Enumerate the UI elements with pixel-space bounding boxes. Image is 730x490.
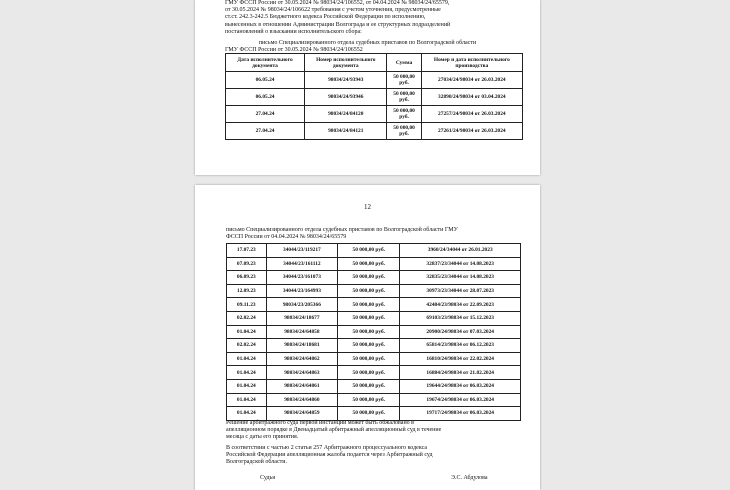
table-cell: 98034/23/205366 — [266, 298, 337, 312]
intro-text: ГМУ ФССП России от 30.05.2024 № 98034/24/106552, от 04.04.2024 № 98034/24/65579, от 30.05.2024 № 98034/24/106622 требования с учетом уточнения, предусмотренные ст.ст. 242.3-242.5 Бюджетного кодекса Российской Федерации по исполнению, вынесенных в отношении Администрации Волгограда и ее структурных подразделений постановлений о взыскании исполнительского сбора: — [225, 0, 451, 35]
column-header: Номер и дата исполнительного производства — [421, 54, 522, 72]
table-cell: 50 000,00 руб. — [338, 271, 400, 285]
table-cell: 32837/23/34044 от 14.08.2023 — [400, 257, 521, 271]
table-cell: 19674/24/98034 от 06.03.2024 — [400, 393, 521, 407]
table-cell: 3960/24/34044 от 26.01.2023 — [400, 244, 521, 258]
table-cell: 50 000,00 руб. — [338, 311, 400, 325]
table-cell: 98034/24/93946 — [305, 89, 387, 106]
page-number: 12 — [364, 203, 371, 211]
letter-reference-line: письмо Специализированного отдела судебных приставов по Волгоградской области — [258, 40, 477, 46]
table-cell: 01.04.24 — [227, 379, 267, 393]
table-row — [227, 379, 521, 393]
table-cell: 34044/23/161112 — [266, 257, 337, 271]
table-cell: 50 000,00 руб. — [338, 298, 400, 312]
table-row — [227, 244, 521, 258]
table-cell: 50 000,00 руб. — [387, 89, 421, 106]
column-header: Номер исполнительного документа — [305, 54, 387, 72]
table-cell: 07.09.23 — [227, 257, 267, 271]
table-row — [226, 123, 523, 140]
table-row — [227, 257, 521, 271]
table-cell: 34044/23/164993 — [266, 284, 337, 298]
table-cell: 34044/23/161073 — [266, 271, 337, 285]
table-cell: 50 000,00 руб. — [338, 257, 400, 271]
table-cell: 06.09.23 — [227, 271, 267, 285]
table-row — [227, 298, 521, 312]
table-cell: 50 000,00 руб. — [338, 379, 400, 393]
table-cell: 16884/24/98034 от 21.02.2024 — [400, 366, 521, 380]
table-cell: 02.02.24 — [227, 339, 267, 353]
table-row — [226, 89, 523, 106]
table-cell: 16810/24/98034 от 22.02.2024 — [400, 352, 521, 366]
letter-reference-line: ГМУ ФССП России от 30.05.2024 № 98034/24/106552 — [225, 46, 363, 53]
table-cell: 50 000,00 руб. — [387, 106, 421, 123]
table-cell: 98034/24/64858 — [266, 325, 337, 339]
table-cell: 01.04.24 — [227, 325, 267, 339]
table-cell: 98034/24/64861 — [266, 379, 337, 393]
table-cell: 50 000,00 руб. — [338, 339, 400, 353]
table-cell: 20900/24/98034 от 07.03.2024 — [400, 325, 521, 339]
table-row — [226, 72, 523, 89]
table-cell: 50 000,00 руб. — [387, 72, 421, 89]
table-row — [226, 106, 523, 123]
table-cell: 01.04.24 — [227, 407, 267, 421]
table-row — [227, 325, 521, 339]
table-cell: 02.02.24 — [227, 311, 267, 325]
appeal-paragraph: В соответствии с частью 2 статьи 257 Арбитражного процессуального кодекса Российской Федерации апелляционная жалоба подается через Арбитражный суд Волгоградской области. — [226, 445, 433, 466]
table-cell: 19644/24/98034 от 06.03.2024 — [400, 379, 521, 393]
table-cell: 32835/23/34044 от 14.08.2023 — [400, 271, 521, 285]
table-cell: 09.11.23 — [227, 298, 267, 312]
table-cell: 50 000,00 руб. — [338, 407, 400, 421]
table-cell: 50 000,00 руб. — [338, 352, 400, 366]
table-cell: 30973/23/34044 от 28.07.2023 — [400, 284, 521, 298]
judge-name: Э.С. Абдулова — [451, 475, 488, 481]
table-cell: 27034/24/98034 от 26.03.2024 — [421, 72, 522, 89]
table-cell: 50 000,00 руб. — [338, 244, 400, 258]
table-cell: 98034/24/64863 — [266, 366, 337, 380]
table-cell: 27.04.24 — [226, 123, 305, 140]
table-cell: 98034/24/84121 — [305, 123, 387, 140]
table-cell: 06.05.24 — [226, 89, 305, 106]
table-cell: 01.04.24 — [227, 366, 267, 380]
table-cell: 98034/24/93943 — [305, 72, 387, 89]
table-cell: 98034/24/64859 — [266, 407, 337, 421]
table-cell: 69103/23/98034 от 15.12.2023 — [400, 311, 521, 325]
table-row — [227, 393, 521, 407]
table-cell: 32890/24/98034 от 03.04.2024 — [421, 89, 522, 106]
table-cell: 17.07.23 — [227, 244, 267, 258]
table-cell: 65814/23/98034 от 06.12.2023 — [400, 339, 521, 353]
table-cell: 50 000,00 руб. — [387, 123, 421, 140]
column-header: Дата исполнительного документа — [226, 54, 305, 72]
table-row — [227, 407, 521, 421]
document-page-1 — [195, 0, 540, 175]
table-row — [227, 271, 521, 285]
table-cell: 98034/24/84120 — [305, 106, 387, 123]
document-page-2 — [195, 185, 540, 490]
table-cell: 50 000,00 руб. — [338, 393, 400, 407]
table-cell: 98034/24/64862 — [266, 352, 337, 366]
table-cell: 98034/24/18681 — [266, 339, 337, 353]
table-row — [227, 284, 521, 298]
table-cell: 01.04.24 — [227, 352, 267, 366]
table-cell: 27261/24/98034 от 26.03.2024 — [421, 123, 522, 140]
table-cell: 06.05.24 — [226, 72, 305, 89]
letter-reference-line: ФССП России от 04.04.2024 № 98034/24/65579 — [226, 234, 347, 240]
table-cell: 01.04.24 — [227, 393, 267, 407]
judge-label: Судья — [260, 475, 276, 481]
table-cell: 50 000,00 руб. — [338, 366, 400, 380]
column-header: Сумма — [387, 54, 421, 72]
table-row — [227, 339, 521, 353]
table-row — [227, 352, 521, 366]
table-row — [227, 311, 521, 325]
letter-reference-line: письмо Специализированного отдела судебных приставов по Волгоградской области ГМУ — [226, 227, 458, 233]
table-cell: 50 000,00 руб. — [338, 325, 400, 339]
table-cell: 27.04.24 — [226, 106, 305, 123]
table-cell: 98034/24/64860 — [266, 393, 337, 407]
table-row — [227, 366, 521, 380]
table-cell: 42484/23/98034 от 22.09.2023 — [400, 298, 521, 312]
table-cell: 12.09.23 — [227, 284, 267, 298]
appeal-paragraph: Решение арбитражного суда первой инстанции может быть обжаловано в апелляционном порядке в Двенадцатый арбитражный апелляционный суд в течение месяца с даты его принятия. — [226, 420, 442, 441]
table-cell: 19717/24/98034 от 06.03.2024 — [400, 407, 521, 421]
table-cell: 50 000,00 руб. — [338, 284, 400, 298]
enforcement-table — [225, 53, 523, 140]
table-cell: 34044/23/119217 — [266, 244, 337, 258]
enforcement-table — [226, 243, 521, 421]
table-cell: 27257/24/98034 от 26.03.2024 — [421, 106, 522, 123]
table-cell: 98034/24/18677 — [266, 311, 337, 325]
